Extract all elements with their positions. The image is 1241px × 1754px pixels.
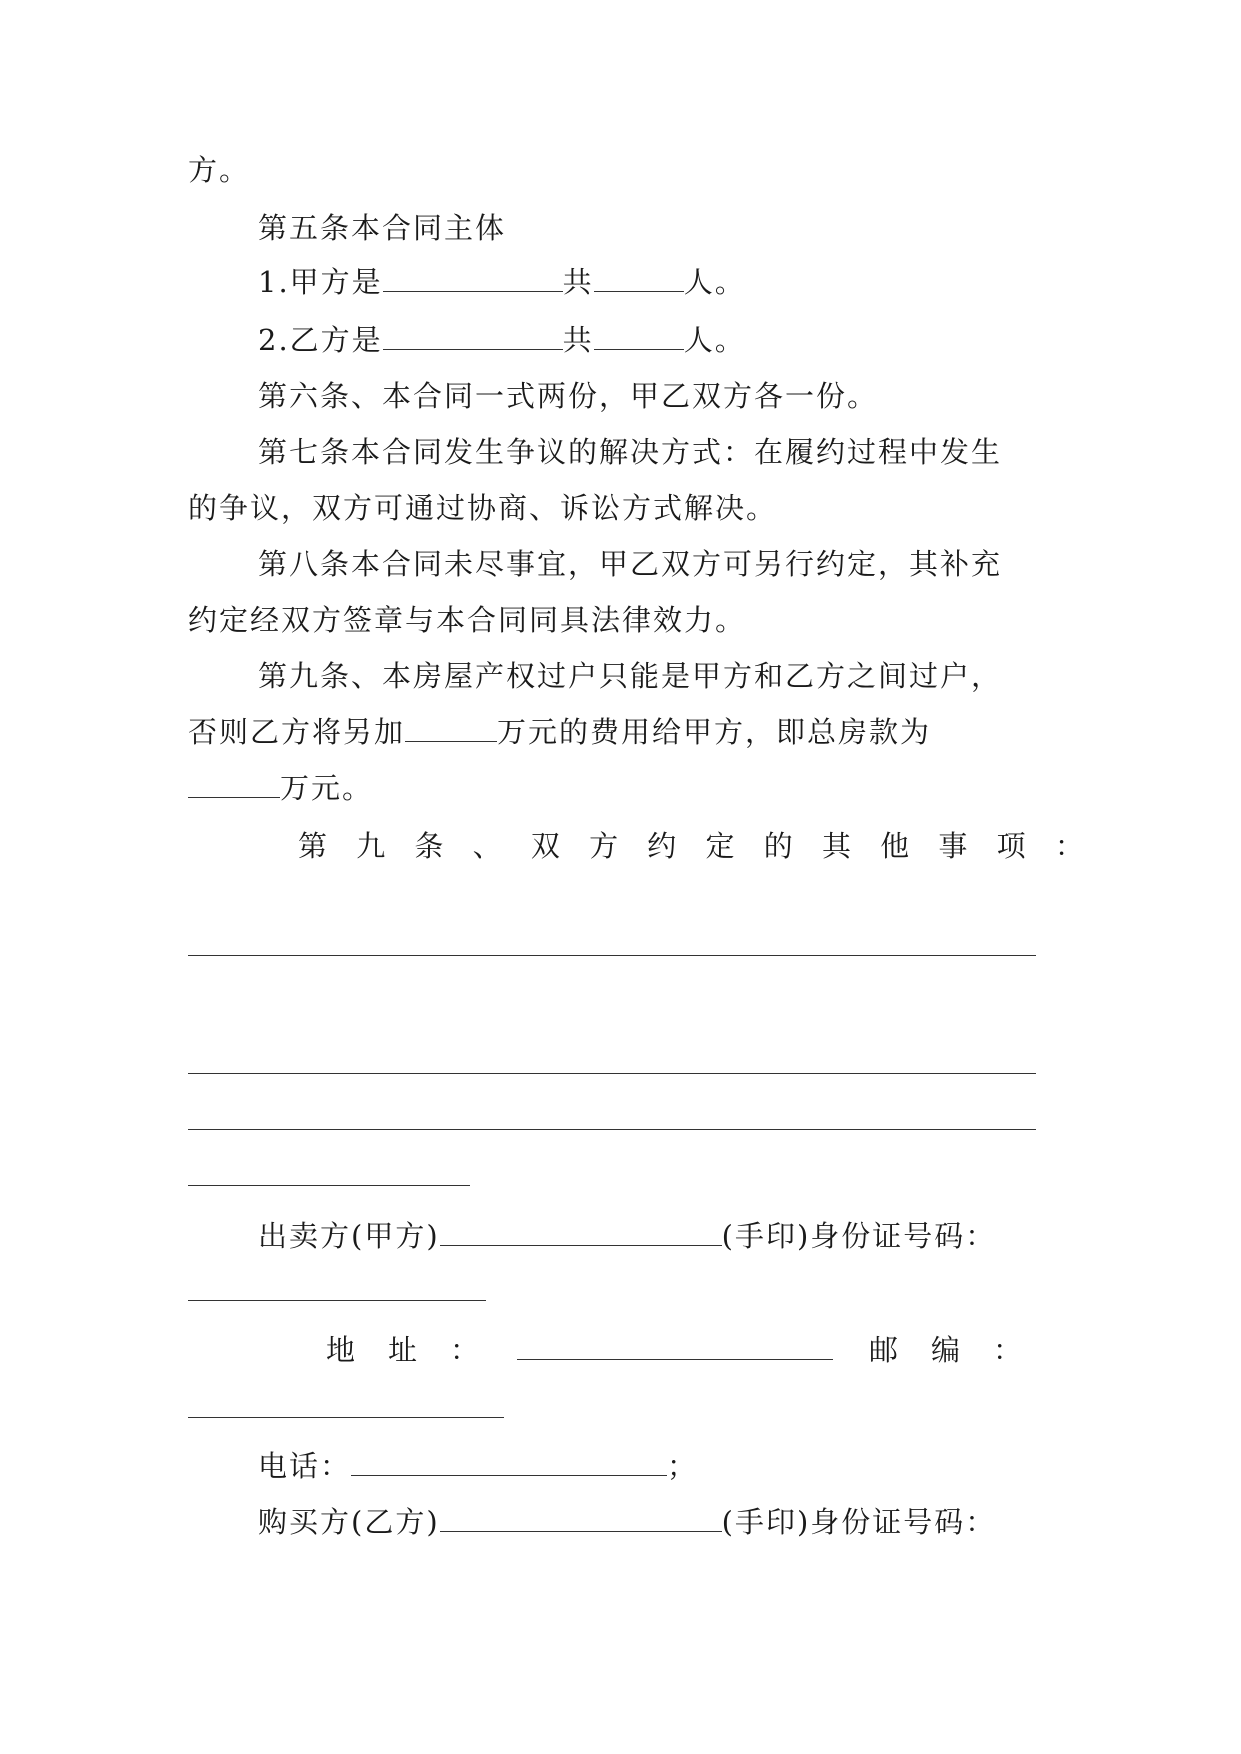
blank-rule[interactable]	[188, 955, 1036, 956]
blank-field[interactable]	[440, 1221, 722, 1246]
text: 共	[562, 323, 594, 357]
article-9-line-3	[188, 768, 373, 808]
text: 约定经双方签章与本合同同具法律效力。	[188, 603, 747, 637]
article-9-other-matters	[298, 826, 1094, 866]
text: 电话：	[258, 1449, 352, 1483]
blank-rule[interactable]	[188, 1073, 1036, 1074]
article-7-line-1	[258, 432, 1002, 472]
text: (手印)身份证号码：	[721, 1505, 997, 1539]
blank-field[interactable]	[188, 773, 280, 798]
blank-field[interactable]	[383, 267, 563, 292]
blank-rule[interactable]	[188, 1129, 1036, 1130]
text: 邮 编 ：	[869, 1333, 1025, 1367]
text: 人。	[683, 323, 746, 357]
article-8-line-2	[188, 600, 746, 640]
blank-field[interactable]	[351, 1451, 667, 1476]
blank-field[interactable]	[594, 325, 684, 350]
text: 第九条、本房屋产权过户只能是甲方和乙方之间过户，	[258, 659, 1003, 693]
text: (手印)身份证号码：	[721, 1219, 997, 1253]
text: 的争议，双方可通过协商、诉讼方式解决。	[188, 491, 778, 525]
text: 1.甲方是	[258, 265, 383, 299]
text: 2.乙方是	[258, 323, 383, 357]
text: 第七条本合同发生争议的解决方式：在履约过程中发生	[258, 435, 1003, 469]
blank-field[interactable]	[405, 717, 497, 742]
party-a-line	[258, 262, 746, 302]
text: 万元的费用给甲方，即总房款为	[497, 715, 932, 749]
article-7-line-2	[188, 488, 777, 528]
text: 第六条、本合同一式两份，甲乙双方各一份。	[258, 379, 879, 413]
blank-rule[interactable]	[188, 1417, 504, 1418]
text: 人。	[683, 265, 746, 299]
article-8-line-1	[258, 544, 1002, 584]
article-9-line-1	[258, 656, 1002, 696]
article-6	[258, 376, 878, 416]
blank-field[interactable]	[440, 1507, 722, 1532]
text: 方。	[188, 153, 251, 187]
article-9-line-2	[188, 712, 931, 752]
text: 出卖方(甲方)	[258, 1219, 440, 1253]
seller-line	[258, 1216, 996, 1256]
text-line	[188, 150, 250, 190]
article-5-heading	[258, 208, 506, 248]
blank-field[interactable]	[594, 267, 684, 292]
party-b-line	[258, 320, 746, 360]
text: 第 九 条 、 双 方 约 定 的 其 他 事 项 ：	[298, 829, 1094, 863]
text: 共	[562, 265, 594, 299]
blank-rule[interactable]	[188, 1185, 470, 1186]
text: 万元。	[280, 771, 374, 805]
text: 第五条本合同主体	[258, 211, 507, 245]
blank-field[interactable]	[517, 1335, 833, 1360]
blank-field[interactable]	[383, 325, 563, 350]
seller-address-line	[326, 1330, 1024, 1370]
text: ；	[667, 1449, 699, 1483]
buyer-line	[258, 1502, 996, 1542]
text: 地 址 ：	[326, 1333, 482, 1367]
text: 购买方(乙方)	[258, 1505, 440, 1539]
seller-phone-line	[258, 1446, 698, 1486]
text: 否则乙方将另加	[188, 715, 406, 749]
blank-rule[interactable]	[188, 1300, 486, 1301]
text: 第八条本合同未尽事宜，甲乙双方可另行约定，其补充	[258, 547, 1003, 581]
